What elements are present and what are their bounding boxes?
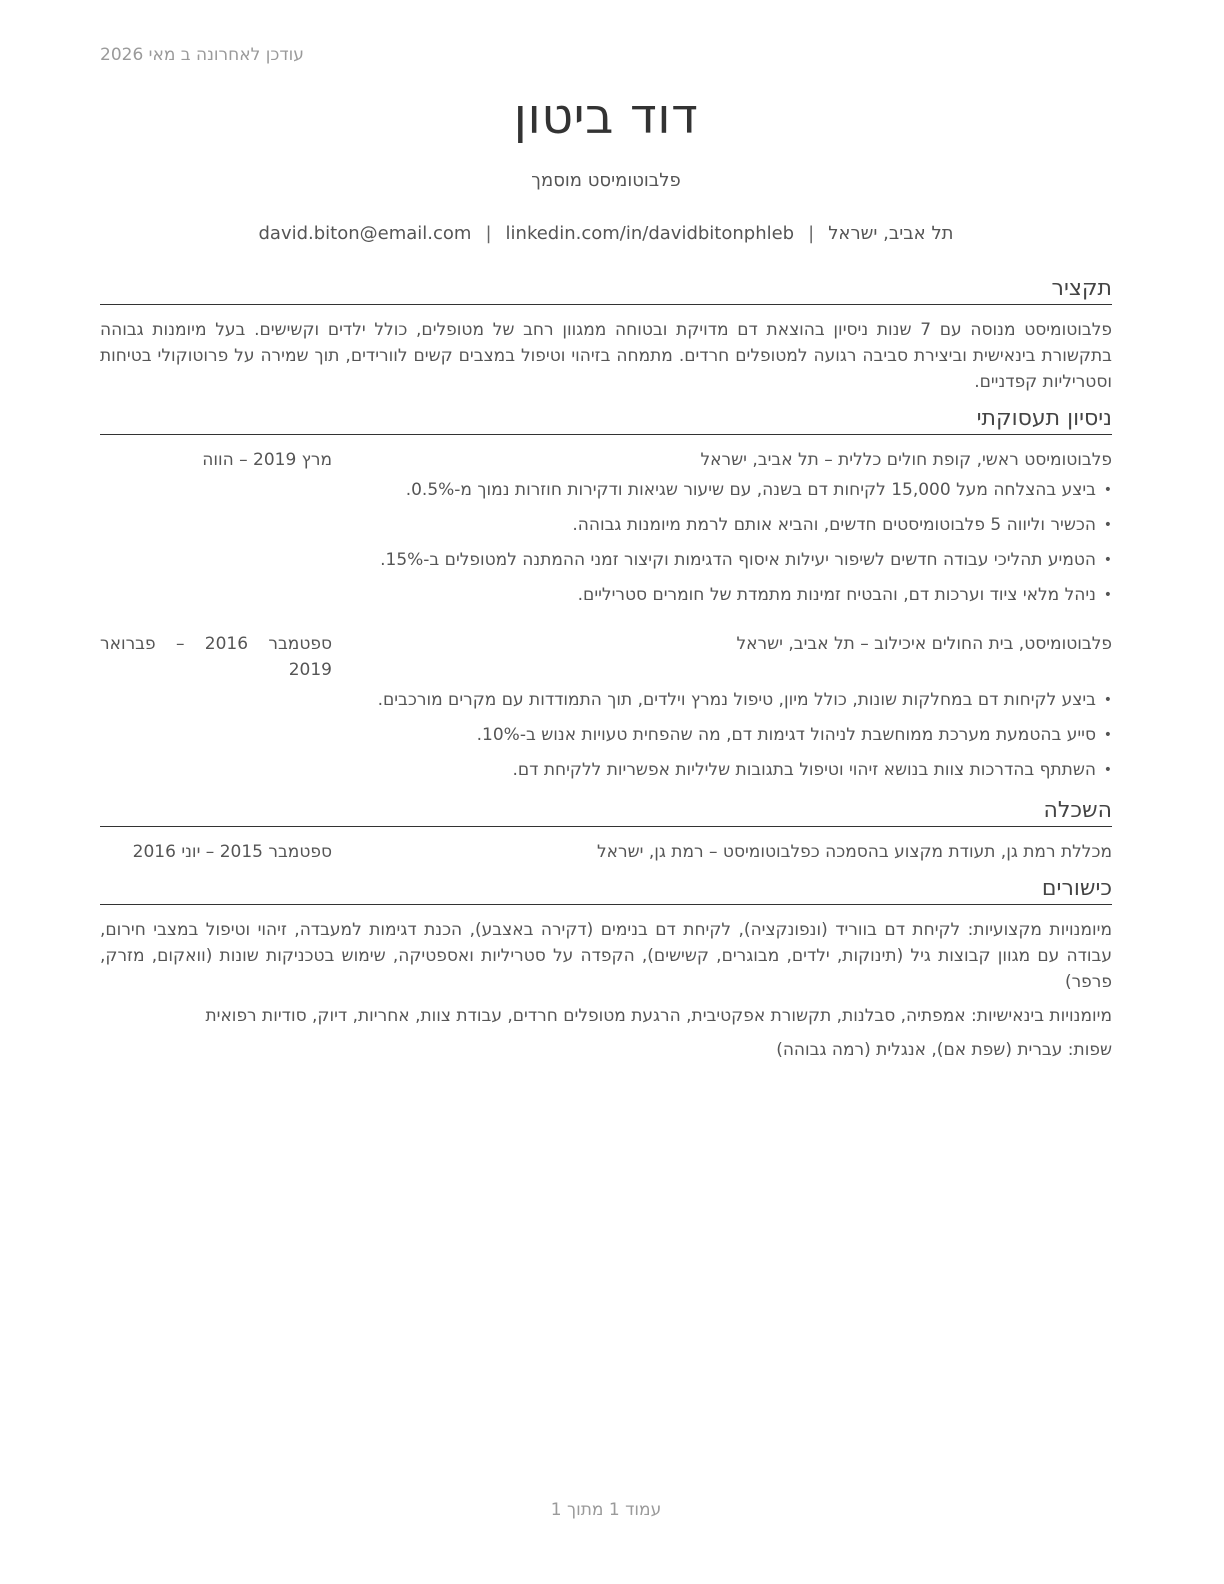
education-heading: השכלה	[100, 797, 1112, 827]
education-entry	[100, 839, 1112, 865]
job-achievements	[100, 687, 1112, 783]
job-dates-line: 2019	[288, 660, 332, 680]
page-number: עמוד 1 מתוך 1	[550, 1500, 662, 1520]
job-dates	[100, 631, 332, 683]
job-dates: מרץ 2019 – הווה	[202, 450, 332, 470]
contact-line	[100, 223, 1112, 244]
contact-email[interactable]: david.biton@email.com	[258, 223, 472, 244]
list-item: • ביצע לקיחות דם במחלקות שונות, כולל מיון, טיפול נמרץ וילדים, תוך התמודדות עם מקרים מורכבים.	[100, 687, 1112, 713]
contact-separator: |	[485, 223, 492, 244]
education-institution: מכללת רמת גן, תעודת מקצוע בהסמכה כפלבוטומיסט – רמת גן, ישראל	[596, 842, 1112, 862]
list-item: • סייע בהטמעת מערכת ממוחשבת לניהול דגימות דם, מה שהפחית טעויות אנוש ב-10%.	[100, 722, 1112, 748]
list-item: • הטמיע תהליכי עבודה חדשים לשיפור יעילות איסוף הדגימות וקיצור זמני ההמתנה למטופלים ב-15%.	[100, 547, 1112, 573]
contact-separator: |	[808, 223, 815, 244]
education-dates: ספטמבר 2015 – יוני 2016	[132, 842, 332, 862]
candidate-title: פלבוטומיסט מוסמך	[531, 170, 681, 191]
skills-professional: מיומנויות מקצועיות: לקיחת דם בווריד (ונפונקציה), לקיחת דם בנימים (דקירה באצבע), הכנת דגימות למעבדה, זיהוי וטיפול במצבי חירום, עבודה עם מגוון קבוצות גיל (תינוקות, ילדים, מבוגרים, קשישים), הקפדה על סטריליות ואספטיקה, שימוש בטכניקות שונות (וואקום, מזרק, פרפר)	[100, 920, 1112, 992]
skills-interpersonal: מיומנויות בינאישיות: אמפתיה, סבלנות, תקשורת אפקטיבית, הרגעת מטופלים חרדים, עבודת צוות, אחריות, דיוק, סודיות רפואית	[205, 1006, 1112, 1026]
candidate-name: דוד ביטון	[513, 88, 699, 145]
job-achievements	[100, 477, 1112, 608]
contact-linkedin[interactable]: linkedin.com/in/davidbitonphleb	[505, 223, 795, 244]
skills-heading: כישורים	[100, 875, 1112, 905]
skills-section	[100, 917, 1112, 1063]
list-item: • ביצע בהצלחה מעל 15,000 לקיחות דם בשנה, עם שיעור שגיאות ודקירות חוזרות נמוך מ-0.5%.	[100, 477, 1112, 503]
job-entry	[100, 447, 1112, 608]
job-dates-line: ספטמבר 2016 – פברואר	[100, 634, 332, 654]
experience-heading: ניסיון תעסוקתי	[100, 405, 1112, 435]
summary-text: פלבוטומיסט מנוסה עם 7 שנות ניסיון בהוצאת דם מדויקת ובטוחה ממגוון רחב של מטופלים, כולל ילדים וקשישים. בעל מיומנות גבוהה בתקשורת בינאישית וביצירת סביבה רגועה למטופלים חרדים. מתמחה בזיהוי וטיפול במצבים קשים לוורידים, תוך שמירה על פרוטוקולי בטיחות וסטריליות קפדניים.	[100, 320, 1112, 392]
list-item: • השתתף בהדרכות צוות בנושא זיהוי וטיפול בתגובות שליליות אפשריות ללקיחת דם.	[100, 757, 1112, 783]
list-item: • הכשיר וליווה 5 פלבוטומיסטים חדשים, והביא אותם לרמת מיומנות גבוהה.	[100, 512, 1112, 538]
job-role: פלבוטומיסט, בית החולים איכילוב – תל אביב, ישראל	[736, 634, 1112, 654]
job-role: פלבוטומיסט ראשי, קופת חולים כללית – תל אביב, ישראל	[700, 450, 1112, 470]
contact-location: תל אביב, ישראל	[828, 223, 954, 244]
last-updated-note: עודכן לאחרונה ב מאי 2026	[100, 45, 304, 65]
summary-heading: תקציר	[100, 275, 1112, 305]
skills-languages: שפות: עברית (שפת אם), אנגלית (רמה גבוהה)	[776, 1040, 1112, 1060]
job-entry	[100, 631, 1112, 783]
resume-page	[100, 0, 1112, 1584]
list-item: • ניהל מלאי ציוד וערכות דם, והבטיח זמינות מתמדת של חומרים סטריליים.	[100, 582, 1112, 608]
resume-content	[100, 275, 1112, 1071]
